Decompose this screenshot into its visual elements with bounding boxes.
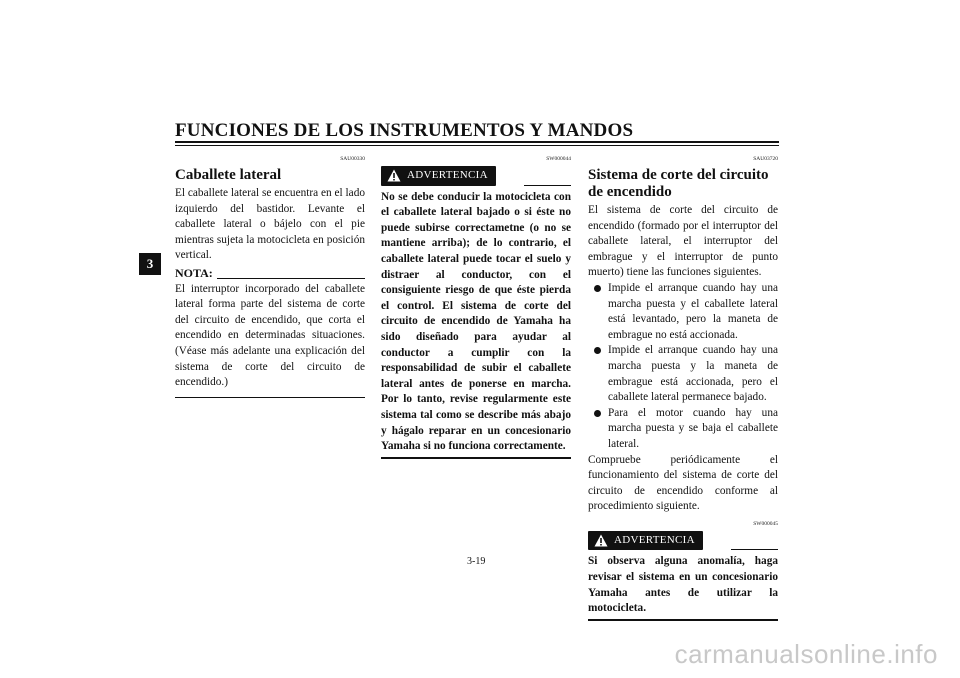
warning-text: Si observa alguna anomalía, haga revisar el sistema en un concesionario Yamaha antes de utilizar la motocicleta.	[588, 555, 778, 615]
warning-label: ADVERTENCIA	[407, 169, 488, 181]
nota-rule	[217, 278, 365, 279]
warning-end-rule	[381, 457, 571, 459]
watermark: carmanualsonline.info	[674, 639, 938, 669]
section-code: SAU00330	[340, 156, 365, 162]
section-code: SAU03720	[753, 156, 778, 162]
chapter-tab: 3	[139, 253, 161, 275]
column-ignition-cutoff	[588, 150, 778, 621]
column-warning	[381, 150, 571, 459]
section-after: Compruebe periódicamente el funcionamiento del sistema de corte del circuito de encendido conforme al procedimiento siguiente.	[588, 453, 778, 513]
list-item: Impide el arranque cuando hay una marcha puesta y el caballete lateral está levantado, pero la maneta de embrague no está accionada.	[588, 281, 778, 343]
column-sidestand	[175, 150, 365, 398]
function-list	[588, 281, 778, 453]
warning-label: ADVERTENCIA	[614, 533, 695, 546]
title-rule	[175, 141, 779, 143]
nota-text: El interruptor incorporado del caballete lateral forma parte del sistema de corte del circuito de encendido, que corta el encendido en determinadas situaciones. (Véase más adelante una explicación del sistema de corte del circuito de encendido.)	[175, 282, 365, 389]
bullet-dot-icon	[594, 410, 601, 417]
list-item: Para el motor cuando hay una marcha puesta y se baja el caballete lateral.	[588, 406, 778, 453]
warning-triangle-icon	[594, 534, 608, 547]
warning-badge	[381, 166, 496, 186]
page-title: FUNCIONES DE LOS INSTRUMENTOS Y MANDOS	[175, 120, 634, 141]
title-rule-thin	[175, 145, 779, 146]
nota-header	[175, 266, 365, 282]
nota-label: NOTA:	[175, 265, 213, 280]
warning-badge	[588, 531, 703, 551]
bullet-dot-icon	[594, 285, 601, 292]
warning-code: SW000044	[546, 156, 571, 162]
warning-text: No se debe conducir la motocicleta con el caballete lateral bajado o si éste no puede subirse correctametne (o no se mantiene arriba); de lo contrario, el caballete lateral puede tocar el suelo y distraer al conductor, con el consiguiente riesgo de que éste pierda el control. El sistema de corte del circuito de encendido de Yamaha ha sido diseñado para ayudar al conductor a cumplir con la responsabilidad de subir el caballete lateral antes de ponerse en marcha. Por lo tanto, revise regularmente este sistema tal como se describe más abajo y hágalo reparar en un concesionario Yamaha si no funciona correctamente.	[381, 190, 571, 453]
warning-header	[381, 166, 571, 186]
page-number: 3-19	[467, 556, 486, 567]
nota-end-rule	[175, 397, 365, 398]
warning-header	[588, 531, 778, 551]
warning-end-rule	[588, 619, 778, 621]
warning-triangle-icon	[387, 169, 401, 182]
warning-header-rule	[524, 185, 571, 186]
section-body: El caballete lateral se encuentra en el lado izquierdo del bastidor. Levante el caballete lateral o bájelo con el pie mientras sujeta la motocicleta en posición vertical.	[175, 187, 365, 262]
warning-code: SW000045	[753, 520, 778, 527]
section-heading: Caballete lateral	[175, 167, 282, 183]
bullet-dot-icon	[594, 347, 601, 354]
list-item: Impide el arranque cuando hay una marcha puesta y la maneta de embrague está accionada, pero el caballete lateral permanece bajado.	[588, 343, 778, 405]
section-intro: El sistema de corte del circuito de encendido (formado por el interruptor del caballete lateral, el interruptor del embrague y el interruptor de punto muerto) tiene las funciones siguientes.	[588, 204, 778, 279]
warning-header-rule	[731, 549, 778, 550]
section-heading: Sistema de corte del circuito de encendido	[588, 167, 769, 200]
